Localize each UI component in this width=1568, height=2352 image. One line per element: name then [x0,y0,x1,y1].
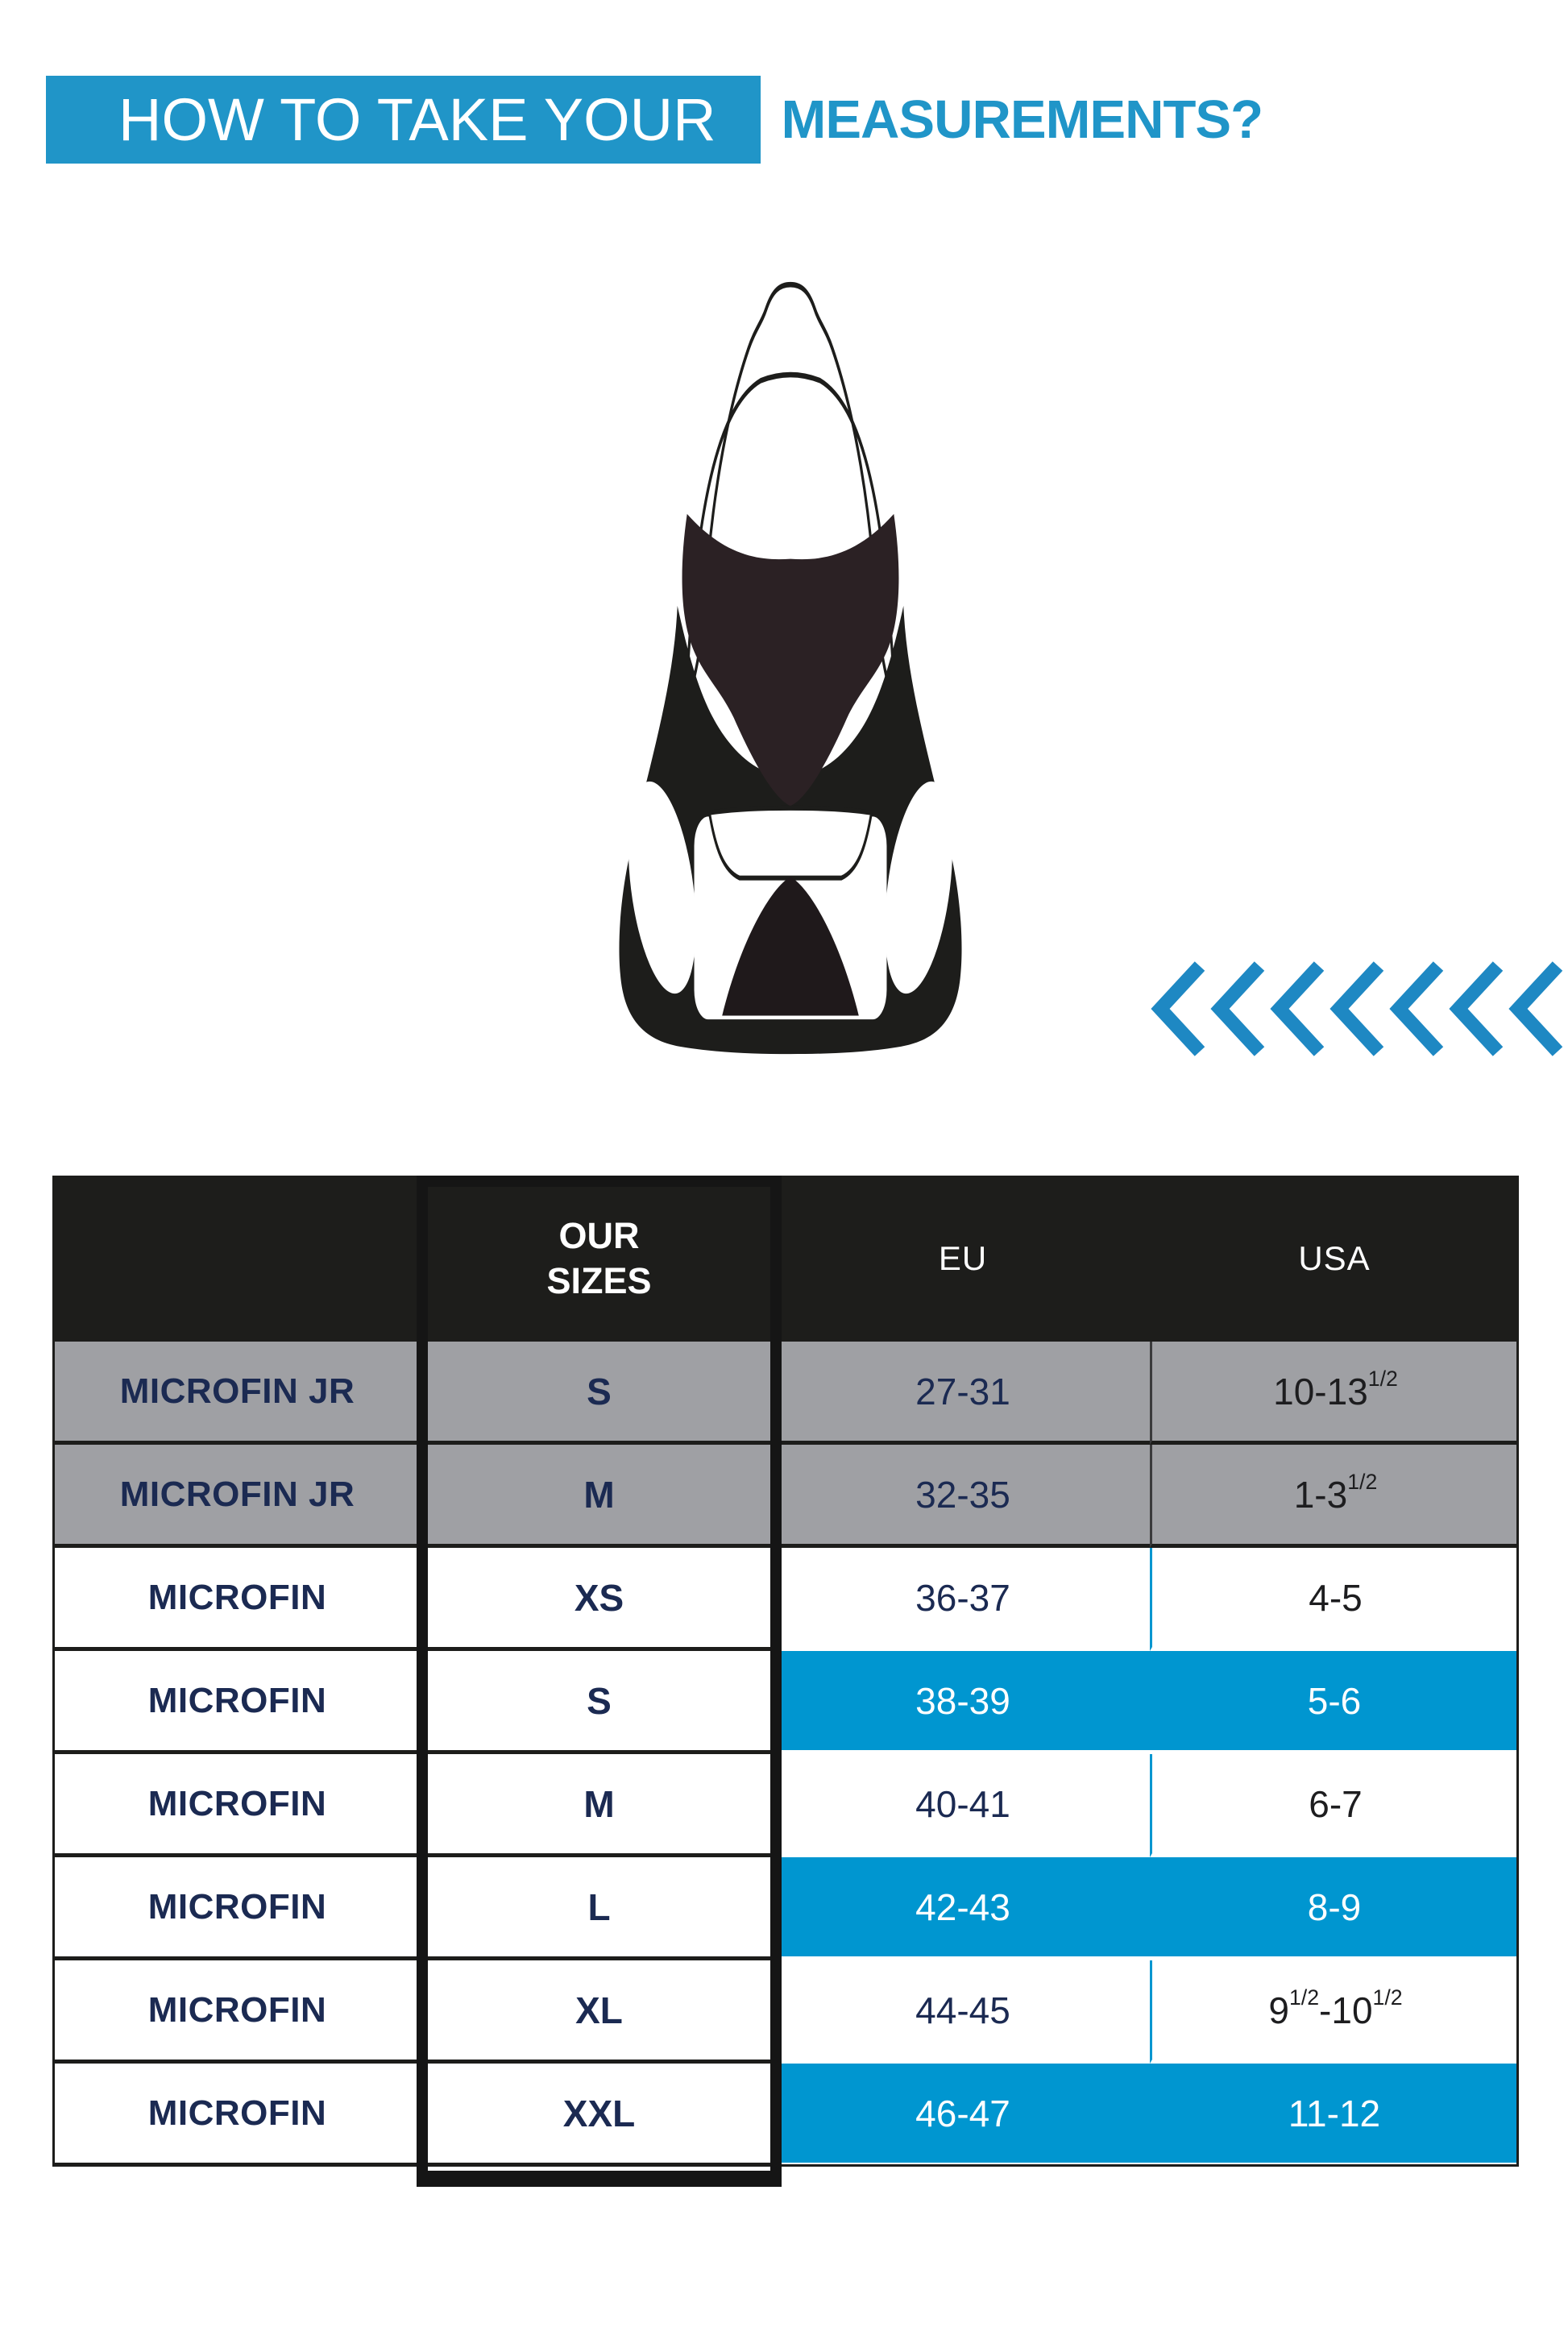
header-eu-cell: EU [938,1239,988,1277]
usa-cell: 4-5 [1150,1548,1519,1651]
size-cell: XL [422,1960,776,2064]
chevron-arrows-svg [1147,961,1568,1056]
swim-fin-icon [608,264,973,1070]
size-cell: S [422,1651,776,1754]
size-table-row [52,1651,1519,1754]
header-usa-cell: USA [1298,1239,1371,1277]
size-table-row [52,1960,1519,2064]
header-product-cell [52,1176,422,1342]
product-cell: MICROFIN [52,1857,422,1960]
header-our-sizes-cell: OUR SIZES [546,1214,652,1301]
size-table-row [52,1857,1519,1960]
size-table-row [52,1445,1519,1548]
size-cell: XS [422,1548,776,1651]
eu-cell: 36-37 [776,1548,1150,1651]
chevron-left-icon [1160,966,1200,1052]
usa-cell: 5-6 [1150,1651,1519,1754]
chevron-left-icon [1220,966,1259,1052]
size-table-row [52,2064,1519,2167]
eu-cell: 40-41 [776,1754,1150,1857]
product-cell: MICROFIN [52,1651,422,1754]
size-cell: M [422,1754,776,1857]
eu-cell: 27-31 [776,1342,1150,1445]
size-table-row [52,1342,1519,1445]
chevron-left-icon [1280,966,1319,1052]
usa-cell: 9 $^{1/2}$ -10 $^{1/2}$ [1150,1960,1519,2064]
size-cell: L [422,1857,776,1960]
eu-cell: 42-43 [776,1857,1150,1960]
eu-cell: 46-47 [776,2064,1150,2167]
size-cell: M [422,1445,776,1548]
chevron-left-icon [1339,966,1379,1052]
title-highlight-text: HOW TO TAKE YOUR [118,86,716,153]
usa-cell: 11-12 [1150,2064,1519,2167]
eu-cell: 32-35 [776,1445,1150,1548]
size-table-header [52,1176,1519,1342]
fin-illustration [608,264,973,1070]
usa-cell: 8-9 [1150,1857,1519,1960]
fin-foot-band [709,808,871,878]
product-cell: MICROFIN [52,1548,422,1651]
product-cell: MICROFIN JR [52,1445,422,1548]
size-table-body [52,1342,1519,2167]
eu-cell: 38-39 [776,1651,1150,1754]
product-cell: MICROFIN [52,1960,422,2064]
size-table-row [52,1754,1519,1857]
chevron-arrows [1147,961,1568,1056]
size-cell: S [422,1342,776,1445]
usa-cell: 6-7 [1150,1754,1519,1857]
usa-cell: 10-13 $^{1/2}$ [1150,1342,1519,1445]
product-cell: MICROFIN [52,2064,422,2167]
chevron-left-icon [1458,966,1498,1052]
size-table-row [52,1548,1519,1651]
chevron-left-icon [1399,966,1438,1052]
title-rest-text: MEASUREMENTS? [781,89,1263,150]
eu-cell: 44-45 [776,1960,1150,2064]
size-table [52,1176,1519,2167]
product-cell: MICROFIN [52,1754,422,1857]
title-highlight-box [46,76,761,164]
size-cell: XXL [422,2064,776,2167]
product-cell: MICROFIN JR [52,1342,422,1445]
usa-cell: 1-3 $^{1/2}$ [1150,1445,1519,1548]
page-title [46,76,1263,164]
chevron-left-icon [1518,966,1558,1052]
